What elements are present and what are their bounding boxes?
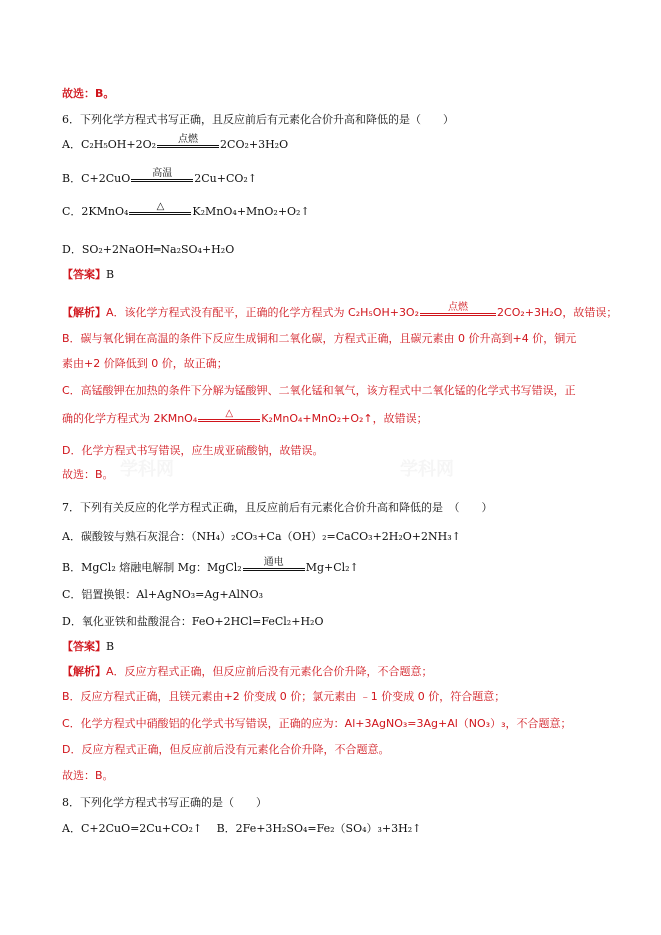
q6-option-c bbox=[62, 201, 310, 219]
reaction-condition: △ bbox=[198, 408, 260, 426]
q6-analysis-c2: 确的化学方程式为 2KMnO₄ △ K₂MnO₄+MnO₂+O₂↑，故错误； bbox=[62, 408, 428, 425]
watermark-logo: 学科网 bbox=[120, 459, 174, 480]
q7-option-c: C．铝置换银：Al+AgNO₃=Ag+AlNO₃ bbox=[62, 588, 264, 601]
q8-stem: 8．下列化学方程式书写正确的是（ ） bbox=[62, 796, 267, 809]
q7-option-b: B．MgCl₂ 熔融电解制 Mg：MgCl₂ 通电 Mg+Cl₂↑ bbox=[62, 557, 359, 574]
q6-analysis-c1: C．高锰酸钾在加热的条件下分解为锰酸钾、二氧化锰和氧气，该方程式中二氧化锰的化学式书写错误，正 bbox=[62, 384, 576, 397]
q7-analysis-a: 【解析】A．反应方程式正确，但反应前后没有元素化合价升降，不合题意； bbox=[62, 665, 433, 678]
q6-option-d: D．SO₂+2NaOH═Na₂SO₄+H₂O bbox=[62, 243, 235, 256]
q6-conclusion: 故选：B。 bbox=[62, 468, 114, 481]
q6-answer: 【答案】B bbox=[62, 268, 115, 281]
q6-a-post: 2CO₂+3H₂O bbox=[220, 138, 289, 151]
reaction-condition: △ bbox=[129, 201, 191, 219]
q6-option-a bbox=[62, 134, 288, 152]
q7-analysis-c: C．化学方程式中硝酸铝的化学式书写错误，正确的应为：Al+3AgNO₃=3Ag+Al（NO₃）₃，不合题意； bbox=[62, 717, 572, 730]
q7-answer: 【答案】B bbox=[62, 640, 115, 653]
q6-c-post: K₂MnO₄+MnO₂+O₂↑ bbox=[192, 205, 310, 218]
q6-analysis-d: D．化学方程式书写错误，应生成亚硫酸钠，故错误。 bbox=[62, 444, 324, 457]
q6-c-pre: C．2KMnO₄ bbox=[62, 205, 129, 218]
q7-option-d: D．氧化亚铁和盐酸混合：FeO+2HCl=FeCl₂+H₂O bbox=[62, 615, 324, 628]
intro-answer: 故选：B。 bbox=[62, 87, 115, 100]
reaction-condition: 通电 bbox=[243, 557, 305, 575]
q6-analysis-b1: B．碳与氧化铜在高温的条件下反应生成铜和二氧化碳，方程式正确，且碳元素由 0 价升高到+4 价，铜元 bbox=[62, 332, 577, 345]
q7-option-a: A．碳酸铵与熟石灰混合：（NH₄）₂CO₃+Ca（OH）₂=CaCO₃+2H₂O+2NH₃↑ bbox=[62, 530, 461, 543]
q7-stem: 7．下列有关反应的化学方程式正确，且反应前后有元素化合价升高和降低的是 （ ） bbox=[62, 501, 493, 514]
watermark-logo: 学科网 bbox=[400, 459, 454, 480]
q6-b-pre: B．C+2CuO bbox=[62, 172, 131, 185]
reaction-condition: 点燃 bbox=[157, 134, 219, 152]
q6-analysis-b2: 素由+2 价降低到 0 价，故正确； bbox=[62, 357, 228, 370]
q7-analysis-b: B．反应方程式正确，且镁元素由+2 价变成 0 价；氯元素由 ﹣1 价变成 0 价，符合题意； bbox=[62, 690, 506, 703]
q7-conclusion: 故选：B。 bbox=[62, 769, 114, 782]
q6-analysis-a: 【解析】A．该化学方程式没有配平，正确的化学方程式为 C₂H₅OH+3O₂ 点燃 2CO₂+3H₂O，故错误； bbox=[62, 302, 618, 319]
q6-b-post: 2Cu+CO₂↑ bbox=[194, 172, 258, 185]
q6-option-b bbox=[62, 168, 257, 186]
q8-options-ab: A．C+2CuO=2Cu+CO₂↑ B．2Fe+3H₂SO₄=Fe₂（SO₄）₃+3H₂↑ bbox=[62, 822, 422, 835]
q7-analysis-d: D．反应方程式正确，但反应前后没有元素化合价升降，不合题意。 bbox=[62, 743, 390, 756]
q6-stem: 6．下列化学方程式书写正确，且反应前后有元素化合价升高和降低的是（ ） bbox=[62, 113, 454, 126]
reaction-condition: 高温 bbox=[131, 168, 193, 186]
reaction-condition: 点燃 bbox=[420, 302, 496, 320]
q6-a-pre: A．C₂H₅OH+2O₂ bbox=[62, 138, 157, 151]
